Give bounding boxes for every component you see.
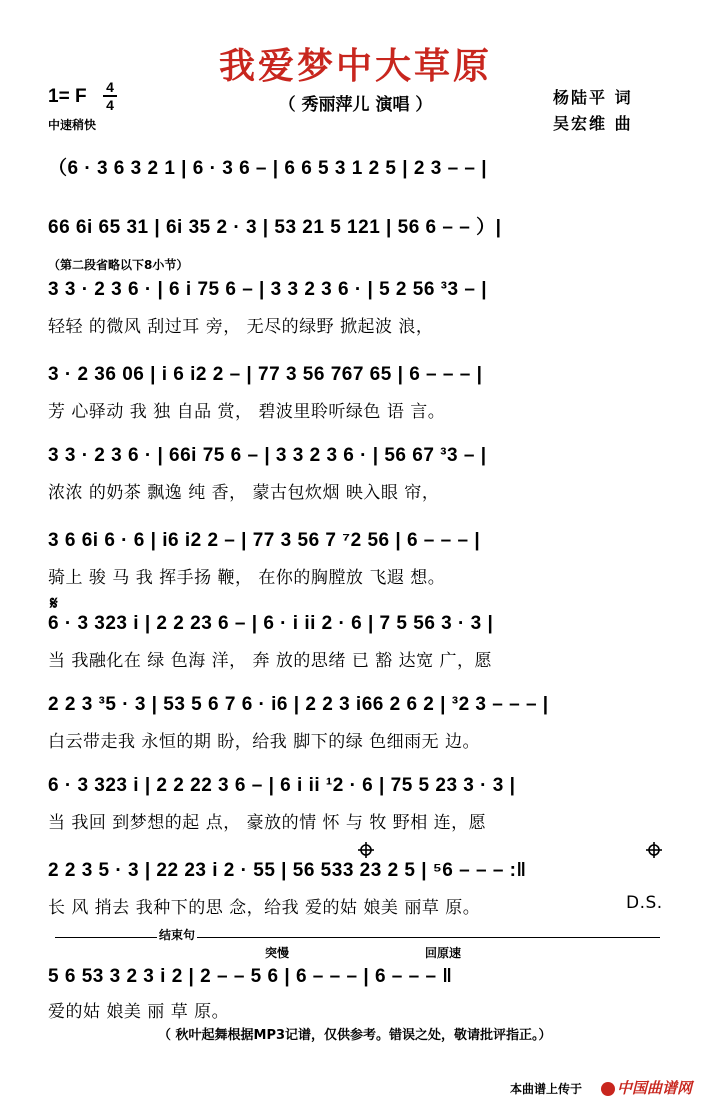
ritardando-mark: 突慢	[265, 946, 290, 960]
system-notes-5: 6 · 3 323 i | 2 2 23 6 – | 6 · i ii 2 · 6 | 7 5 56 3 · 3 |	[48, 613, 494, 634]
a-tempo-mark: 回原速	[425, 946, 462, 960]
system-lyrics-2: 芳 心驿动 我 独 自品 赏， 碧波里聆听绿色 语 言。	[48, 402, 446, 422]
ending-notes: 5 6 53 3 2 3 i 2 | 2 – – 5 6 | 6 – – – | 6 – – – ‖	[48, 966, 453, 987]
composer-credit: 吴宏维 曲	[553, 114, 633, 133]
coda-sign-end-icon	[646, 842, 662, 858]
tempo-marking: 中速稍快	[48, 118, 97, 132]
intro-line-1: （6 · 3 6 3 2 1 | 6 · 3 6 – | 6 6 5 3 1 2 5 | 2 3 – – |	[48, 158, 488, 179]
singer-credit: （ 秀丽萍儿 演唱 ）	[278, 95, 433, 115]
time-signature-top: 4	[106, 79, 114, 95]
transcription-note: （ 秋叶起舞根据MP3记谱，仅供参考。错误之处，敬请批评指正。）	[158, 1028, 552, 1043]
system-lyrics-8: 长 风 捎去 我种下的思 念，给我 爱的姑 娘美 丽草 原。	[48, 898, 481, 918]
site-logo-text: 中国曲谱网	[617, 1079, 693, 1097]
upload-note: 本曲谱上传于	[510, 1082, 583, 1096]
system-lyrics-4: 骑上 骏 马 我 挥手扬 鞭， 在你的胸膛放 飞遐 想。	[48, 568, 446, 588]
page-title: 我爱梦中大草原	[218, 46, 492, 87]
system-lyrics-6: 白云带走我 永恒的期 盼，给我 脚下的绿 色细雨无 边。	[48, 732, 481, 752]
intro-line-2: 66 6i 65 31 | 6i 35 2 · 3 | 53 21 5 121 | 56 6 – – ）|	[48, 217, 502, 238]
system-lyrics-3: 浓浓 的奶茶 飘逸 纯 香， 蒙古包炊烟 映入眼 帘，	[48, 483, 440, 503]
ending-lyrics: 爱的姑 娘美 丽 草 原。	[48, 1002, 230, 1022]
ending-divider	[55, 937, 660, 938]
segno-sign: 𝄋	[50, 593, 58, 614]
lyricist-credit: 杨陆平 词	[553, 88, 633, 107]
system-lyrics-7: 当 我回 到梦想的起 点， 豪放的情 怀 与 牧 野相 连，愿	[48, 813, 487, 833]
key-signature: 1= F	[48, 86, 87, 107]
time-signature-bottom: 4	[106, 97, 114, 113]
section-note: （第二段省略以下8小节）	[48, 258, 189, 272]
system-notes-8: 2 2 3 5 · 3 | 22 23 i 2 · 55 | 56 533 23 2 5 | ⁵6 – – – :‖	[48, 860, 527, 881]
system-notes-3: 3 3 · 2 3 6 · | 66i 75 6 – | 3 3 2 3 6 · | 56 67 ³3 – |	[48, 445, 487, 466]
ending-label: 结束句	[159, 928, 196, 942]
system-lyrics-5: 当 我融化在 绿 色海 洋， 奔 放的思绪 已 豁 达宽 广，愿	[48, 651, 493, 671]
system-notes-2: 3 · 2 36 06 | i 6 i2 2 – | 77 3 56 767 65 | 6 – – – |	[48, 364, 483, 385]
system-lyrics-1: 轻轻 的微风 刮过耳 旁， 无尽的绿野 掀起波 浪，	[48, 317, 434, 337]
system-notes-4: 3 6 6i 6 · 6 | i6 i2 2 – | 77 3 56 7 ⁷2 56 | 6 – – – |	[48, 530, 481, 551]
system-notes-1: 3 3 · 2 3 6 · | 6 i 75 6 – | 3 3 2 3 6 · | 5 2 56 ³3 – |	[48, 279, 488, 300]
system-notes-7: 6 · 3 323 i | 2 2 22 3 6 – | 6 i ii ¹2 · 6 | 75 5 23 3 · 3 |	[48, 775, 516, 796]
coda-sign-icon	[358, 842, 374, 858]
dal-segno-mark: D.S.	[626, 893, 663, 913]
system-notes-6: 2 2 3 ³5 · 3 | 53 5 6 7 6 · i6 | 2 2 3 i66 2 6 2 | ³2 3 – – – |	[48, 694, 549, 715]
site-logo-icon	[601, 1082, 615, 1096]
time-signature	[103, 80, 117, 112]
site-logo[interactable]	[601, 1077, 692, 1098]
